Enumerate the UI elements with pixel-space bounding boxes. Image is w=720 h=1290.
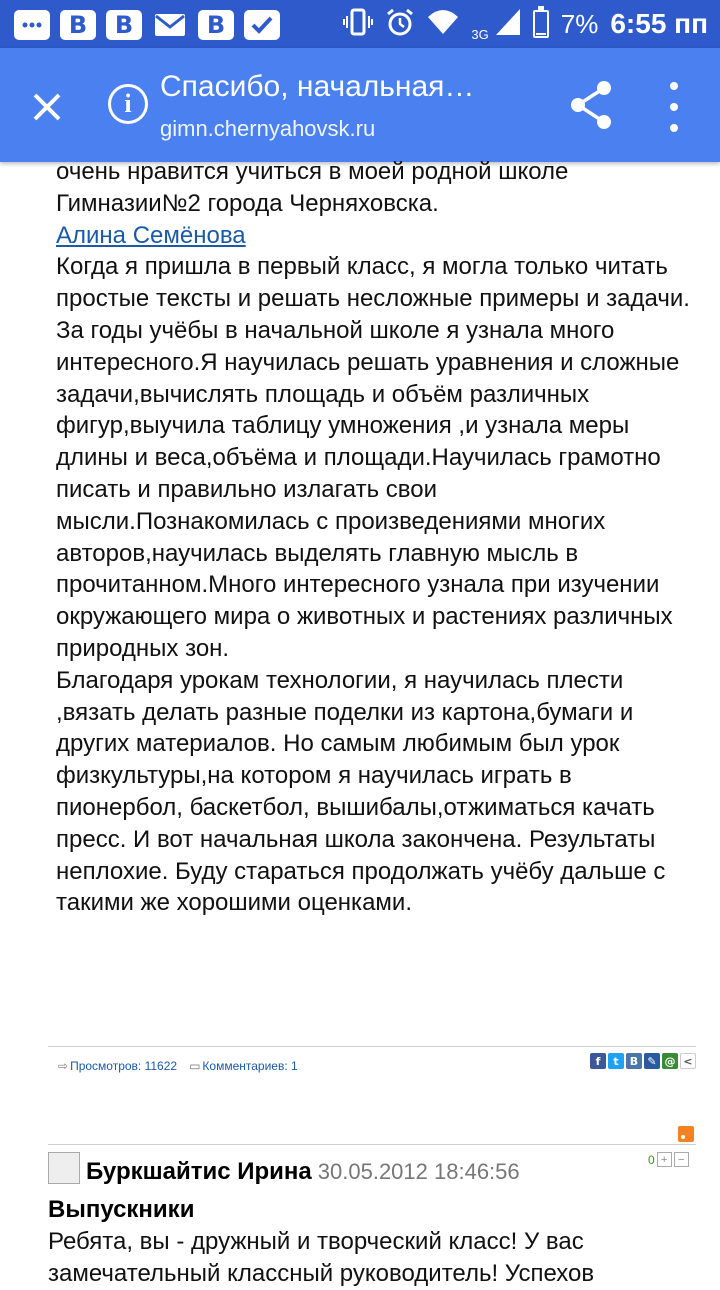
page-url: gimn.chernyahovsk.ru xyxy=(160,116,376,141)
social-buttons xyxy=(590,1053,696,1069)
chat-icon xyxy=(14,10,50,40)
status-bar xyxy=(0,0,720,48)
comment-rating: 0 + − xyxy=(648,1152,689,1167)
comment-icon: ▭ xyxy=(189,1059,201,1073)
comment-title: Выпускники xyxy=(48,1196,195,1223)
article-body xyxy=(56,156,696,919)
twitter-icon[interactable]: t xyxy=(608,1053,624,1069)
system-icons xyxy=(343,6,708,42)
info-icon[interactable]: i xyxy=(108,84,148,124)
article-paragraph: Когда я пришла в первый класс, я могла только читать простые тексты и решать несложные примеры и задачи. xyxy=(56,253,690,313)
check-icon xyxy=(244,10,280,40)
vk-icon: В xyxy=(106,10,142,40)
author-link[interactable]: Алина Семёнова xyxy=(56,221,246,249)
wifi-icon xyxy=(427,9,459,40)
livejournal-icon[interactable]: ✎ xyxy=(644,1053,660,1069)
comment-text: Ребята, вы - дружный и творческий класс! У вас замечательный классный руководитель! Успехов xyxy=(48,1228,595,1287)
share-icon[interactable] xyxy=(566,78,616,132)
page-title: Спасибо, начальная… xyxy=(160,70,475,103)
comment-author: Буркшайтис Ирина xyxy=(86,1158,312,1185)
mail-icon xyxy=(152,10,188,40)
battery-percent: 7% xyxy=(560,8,599,39)
article-meta xyxy=(48,1046,696,1087)
vk-icon: В xyxy=(198,10,234,40)
signal-icon xyxy=(495,8,521,41)
mailru-icon[interactable]: @ xyxy=(662,1053,678,1069)
vote-up-icon[interactable]: + xyxy=(657,1152,672,1167)
custom-tab-toolbar xyxy=(0,48,720,162)
share-icon[interactable]: < xyxy=(680,1053,696,1069)
article-paragraph: За годы учёбы в начальной школе я узнала много интересного.Я научилась решать уравнения и сложные задачи,вычислять площадь и объём различных фигур,выучила таблицу умножения ,и узнала меры длины и веса,объёма и площади.Научилась грамотно писать и правильно излагать свои мысли.Познакомилась с произведениями многих авторов,научилась выделять главную мысль в прочитанном.Много интересного узнала при изучении окружающего мира о животных и растениях различных природных зон. xyxy=(56,316,680,662)
article-paragraph: Благодаря урокам технологии, я научилась плести ,вязать делать разные поделки из картона,бумаги и других материалов. Но самым любимым был урок физкультуры,на котором я научилась играть в пионербол, баскетбол, вышибалы,отжиматься качать пресс. И вот начальная школа закончена. Результаты неплохие. Буду стараться продолжать учёбу дальше с такими же хорошими оценками. xyxy=(56,666,666,917)
battery-icon xyxy=(533,10,549,38)
vibrate-icon xyxy=(343,8,373,41)
network-type: 3G xyxy=(471,26,489,42)
views-count: ⇨ Просмотров: 11622 xyxy=(58,1059,178,1073)
divider xyxy=(48,1144,696,1145)
facebook-icon[interactable]: f xyxy=(590,1053,606,1069)
avatar xyxy=(48,1152,80,1184)
close-icon[interactable] xyxy=(24,84,70,130)
rss-icon[interactable] xyxy=(678,1126,694,1142)
notification-icons xyxy=(14,8,280,42)
vk-icon: В xyxy=(60,10,96,40)
comment-date: 30.05.2012 18:46:56 xyxy=(317,1159,520,1184)
arrow-icon: ⇨ xyxy=(58,1059,69,1073)
clock: 6:55 пп xyxy=(610,8,708,39)
vote-down-icon[interactable]: − xyxy=(674,1152,689,1167)
alarm-icon xyxy=(385,7,415,42)
comments-count[interactable]: ▭ Комментариев: 1 xyxy=(189,1059,298,1073)
intro-text: очень нравится учиться в моей родной школе Гимназии№2 города Черняховска. xyxy=(56,158,569,217)
vk-icon[interactable]: В xyxy=(626,1053,642,1069)
overflow-menu-icon[interactable] xyxy=(664,82,684,132)
